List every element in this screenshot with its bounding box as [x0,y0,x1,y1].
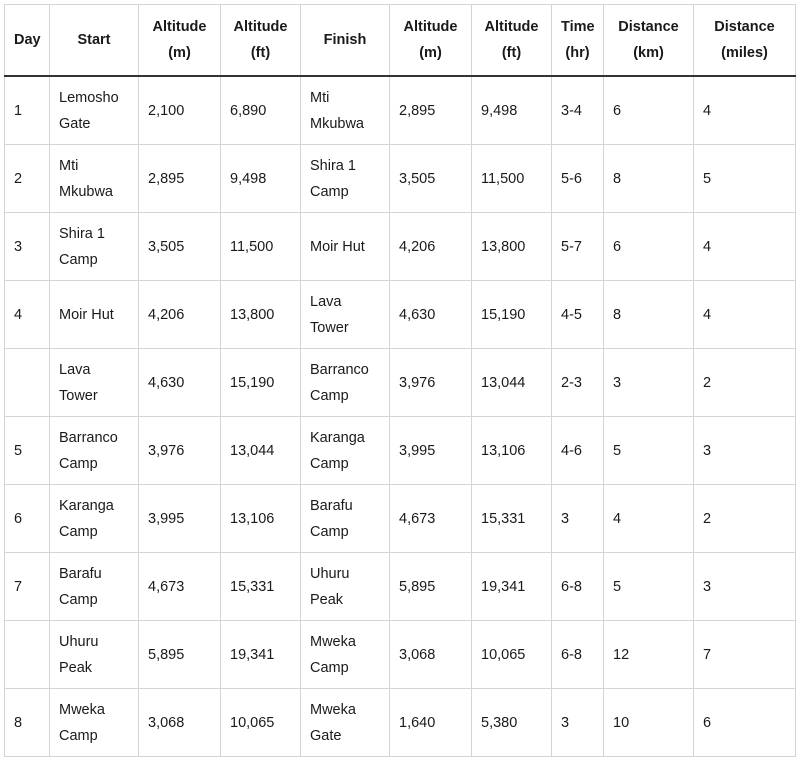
cell-finish-altitude-ft: 13,800 [472,213,552,281]
cell-time-hr: 4-6 [552,417,604,485]
cell-start-altitude-m: 4,673 [139,553,221,621]
header-day: Day [5,5,50,77]
cell-time-hr: 4-5 [552,281,604,349]
header-finish-altitude-ft: Altitude (ft) [472,5,552,77]
cell-day: 2 [5,145,50,213]
cell-start: Moir Hut [50,281,139,349]
cell-distance-km: 5 [604,417,694,485]
cell-day: 8 [5,689,50,757]
cell-start-altitude-ft: 6,890 [221,76,301,145]
cell-time-hr: 5-7 [552,213,604,281]
cell-finish: Moir Hut [301,213,390,281]
cell-start-altitude-ft: 13,800 [221,281,301,349]
cell-start-altitude-ft: 10,065 [221,689,301,757]
cell-time-hr: 2-3 [552,349,604,417]
cell-distance-km: 4 [604,485,694,553]
cell-distance-miles: 6 [694,689,796,757]
cell-distance-miles: 3 [694,417,796,485]
header-start-altitude-ft: Altitude (ft) [221,5,301,77]
cell-finish: Shira 1 Camp [301,145,390,213]
table-row [5,485,796,553]
header-finish-altitude-m: Altitude (m) [390,5,472,77]
cell-start: Barafu Camp [50,553,139,621]
cell-finish-altitude-ft: 13,106 [472,417,552,485]
cell-start-altitude-m: 4,630 [139,349,221,417]
cell-time-hr: 3 [552,485,604,553]
cell-start: Shira 1 Camp [50,213,139,281]
header-start: Start [50,5,139,77]
table-row [5,689,796,757]
cell-time-hr: 3 [552,689,604,757]
cell-distance-miles: 7 [694,621,796,689]
cell-start-altitude-m: 3,068 [139,689,221,757]
cell-day: 4 [5,281,50,349]
cell-finish-altitude-ft: 11,500 [472,145,552,213]
cell-distance-km: 6 [604,76,694,145]
cell-finish: Uhuru Peak [301,553,390,621]
cell-finish-altitude-m: 3,505 [390,145,472,213]
cell-distance-miles: 4 [694,281,796,349]
cell-day: 5 [5,417,50,485]
cell-start: Uhuru Peak [50,621,139,689]
header-finish: Finish [301,5,390,77]
cell-finish: Barranco Camp [301,349,390,417]
cell-start: Karanga Camp [50,485,139,553]
cell-finish-altitude-m: 4,206 [390,213,472,281]
itinerary-table-container [4,4,796,757]
cell-finish-altitude-m: 1,640 [390,689,472,757]
cell-start: Mweka Camp [50,689,139,757]
table-row [5,621,796,689]
cell-finish-altitude-m: 2,895 [390,76,472,145]
cell-finish-altitude-ft: 19,341 [472,553,552,621]
cell-time-hr: 6-8 [552,621,604,689]
header-distance-miles: Distance (miles) [694,5,796,77]
cell-time-hr: 6-8 [552,553,604,621]
cell-distance-km: 5 [604,553,694,621]
cell-distance-miles: 4 [694,213,796,281]
cell-day: 1 [5,76,50,145]
cell-start-altitude-m: 3,976 [139,417,221,485]
cell-finish: Lava Tower [301,281,390,349]
cell-day: 6 [5,485,50,553]
cell-start-altitude-ft: 13,106 [221,485,301,553]
cell-finish: Barafu Camp [301,485,390,553]
cell-start-altitude-m: 3,995 [139,485,221,553]
cell-start-altitude-m: 2,100 [139,76,221,145]
cell-start-altitude-m: 2,895 [139,145,221,213]
cell-start-altitude-ft: 19,341 [221,621,301,689]
cell-start-altitude-m: 5,895 [139,621,221,689]
cell-finish-altitude-ft: 10,065 [472,621,552,689]
table-row [5,553,796,621]
cell-finish-altitude-ft: 13,044 [472,349,552,417]
cell-finish-altitude-m: 4,630 [390,281,472,349]
cell-finish: Mweka Gate [301,689,390,757]
cell-start: Lemosho Gate [50,76,139,145]
cell-day: 3 [5,213,50,281]
cell-day: 7 [5,553,50,621]
header-start-altitude-m: Altitude (m) [139,5,221,77]
table-row [5,417,796,485]
cell-finish: Mweka Camp [301,621,390,689]
cell-finish-altitude-m: 4,673 [390,485,472,553]
cell-distance-miles: 5 [694,145,796,213]
cell-distance-miles: 2 [694,349,796,417]
cell-start: Lava Tower [50,349,139,417]
header-time: Time (hr) [552,5,604,77]
cell-finish: Mti Mkubwa [301,76,390,145]
cell-distance-km: 3 [604,349,694,417]
header-distance-km: Distance (km) [604,5,694,77]
cell-start-altitude-ft: 13,044 [221,417,301,485]
table-row [5,76,796,145]
cell-finish: Karanga Camp [301,417,390,485]
cell-distance-km: 10 [604,689,694,757]
cell-distance-km: 8 [604,281,694,349]
table-row [5,281,796,349]
table-row [5,349,796,417]
cell-distance-miles: 3 [694,553,796,621]
cell-time-hr: 3-4 [552,76,604,145]
cell-start-altitude-m: 3,505 [139,213,221,281]
cell-distance-miles: 4 [694,76,796,145]
cell-finish-altitude-ft: 5,380 [472,689,552,757]
cell-finish-altitude-ft: 15,331 [472,485,552,553]
header-row [5,5,796,77]
cell-start-altitude-ft: 9,498 [221,145,301,213]
table-row [5,145,796,213]
cell-start: Barranco Camp [50,417,139,485]
cell-day [5,621,50,689]
cell-start-altitude-m: 4,206 [139,281,221,349]
table-body [5,76,796,757]
cell-start: Mti Mkubwa [50,145,139,213]
cell-day [5,349,50,417]
cell-finish-altitude-m: 5,895 [390,553,472,621]
cell-distance-km: 6 [604,213,694,281]
cell-distance-km: 8 [604,145,694,213]
itinerary-table [4,4,796,757]
cell-finish-altitude-ft: 15,190 [472,281,552,349]
cell-start-altitude-ft: 15,190 [221,349,301,417]
cell-start-altitude-ft: 11,500 [221,213,301,281]
cell-finish-altitude-m: 3,068 [390,621,472,689]
cell-distance-km: 12 [604,621,694,689]
cell-finish-altitude-ft: 9,498 [472,76,552,145]
cell-start-altitude-ft: 15,331 [221,553,301,621]
cell-time-hr: 5-6 [552,145,604,213]
cell-distance-miles: 2 [694,485,796,553]
cell-finish-altitude-m: 3,995 [390,417,472,485]
cell-finish-altitude-m: 3,976 [390,349,472,417]
table-row [5,213,796,281]
